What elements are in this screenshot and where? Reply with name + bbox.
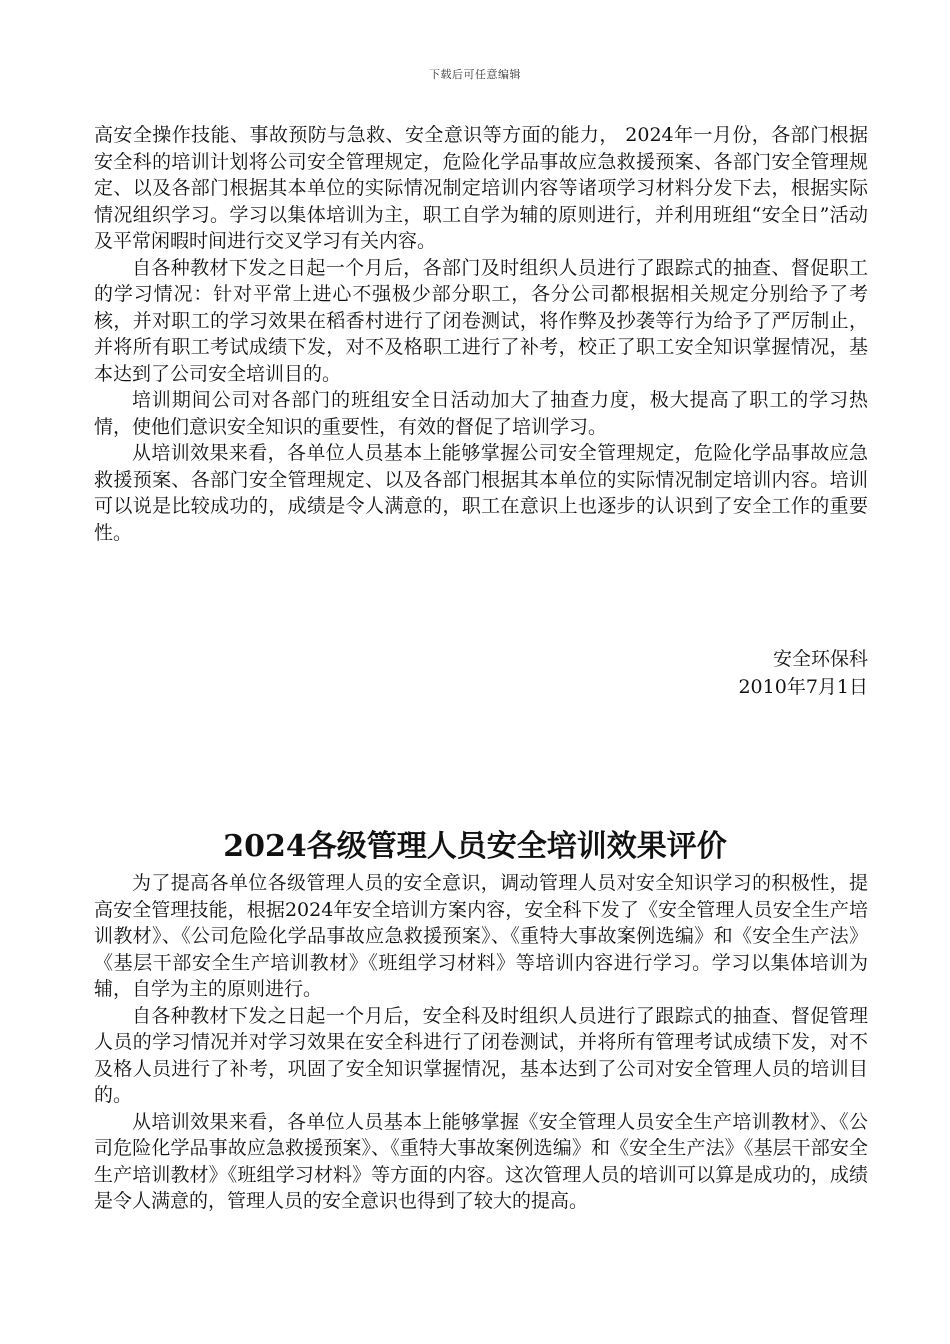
signature-date: 2010年7月1日 [738, 676, 868, 698]
section1-paragraph-2: 自各种教材下发之日起一个月后，各部门及时组织人员进行了跟踪式的抽查、督促职工的学习情况：针对平常上进心不强极少部分职工，各分公司都根据相关规定分别给予了考核，并对职工的学习效果在稻香村进行了闭卷测试，将作弊及抄袭等行为给予了严厉制止，并将所有职工考试成绩下发，对不及格职工进行了补考，校正了职工安全知识掌握情况，基本达到了公司安全培训目的。 [94, 256, 868, 385]
section2-body [94, 870, 868, 1215]
section1-body [94, 122, 868, 546]
section2-title: 2024各级管理人员安全培训效果评价 [223, 829, 727, 864]
section1-paragraph-3: 培训期间公司对各部门的班组安全日活动加大了抽查力度，极大提高了职工的学习热情，使他们意识安全知识的重要性，有效的督促了培训学习。 [94, 389, 868, 438]
section2-paragraph-2: 自各种教材下发之日起一个月后，安全科及时组织人员进行了跟踪式的抽查、督促管理人员的学习情况并对学习效果在安全科进行了闭卷测试，并将所有管理考试成绩下发，对不及格人员进行了补考，巩固了安全知识掌握情况，基本达到了公司对安全管理人员的培训目的。 [94, 1004, 868, 1106]
section1-paragraph-1: 高安全操作技能、事故预防与急救、安全意识等方面的能力， 2024年一月份，各部门根据安全科的培训计划将公司安全管理规定，危险化学品事故应急救援预案、各部门安全管理规定、以及各部门根据其本单位的实际情况制定培训内容等诸项学习材料分发下去，根据实际情况组织学习。学习以集体培训为主，职工自学为辅的原则进行，并利用班组“安全日”活动及平常闲暇时间进行交叉学习有关内容。 [94, 124, 868, 252]
section1-paragraph-4: 从培训效果来看，各单位人员基本上能够掌握公司安全管理规定，危险化学品事故应急救援预案、各部门安全管理规定、以及各部门根据其本单位的实际情况制定培训内容。培训可以说是比较成功的，成绩是令人满意的，职工在意识上也逐步的认识到了安全工作的重要性。 [94, 442, 868, 544]
header-note: 下载后可任意编辑 [429, 68, 521, 81]
section2-paragraph-3: 从培训效果来看，各单位人员基本上能够掌握《安全管理人员安全生产培训教材》、《公司危险化学品事故应急救援预案》、《重特大事故案例选编》和《安全生产法》《基层干部安全生产培训教材》《班组学习材料》等方面的内容。这次管理人员的培训可以算是成功的，成绩是令人满意的，管理人员的安全意识也得到了较大的提高。 [94, 1110, 868, 1212]
section2-paragraph-1: 为了提高各单位各级管理人员的安全意识，调动管理人员对安全知识学习的积极性，提高安全管理技能，根据2024年安全培训方案内容，安全科下发了《安全管理人员安全生产培训教材》、《公司危险化学品事故应急救援预案》、《重特大事故案例选编》和《安全生产法》《基层干部安全生产培训教材》《班组学习材料》等培训内容进行学习。学习以集体培训为辅，自学为主的原则进行。 [94, 872, 868, 1000]
signature-dept: 安全环保科 [772, 648, 868, 670]
